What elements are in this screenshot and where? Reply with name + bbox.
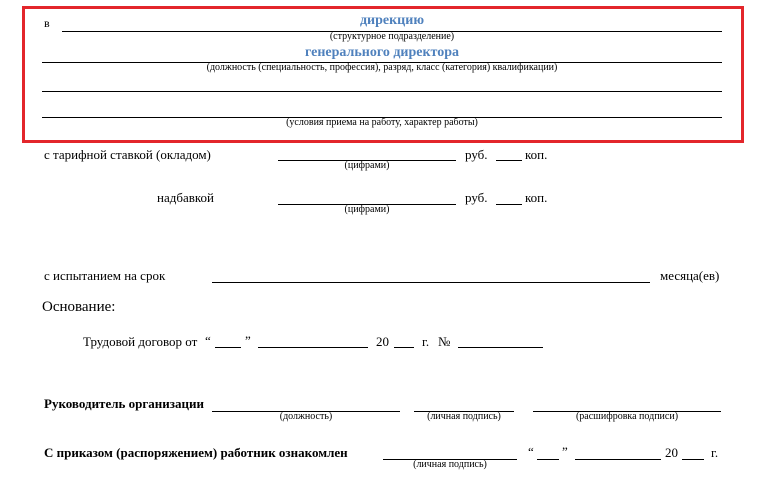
contract-month-field[interactable] xyxy=(258,347,368,348)
ack-year-field[interactable] xyxy=(682,459,704,460)
manager-decoding-caption: (расшифровка подписи) xyxy=(575,411,679,422)
acknowledgement-signature-caption: (личная подпись) xyxy=(413,459,487,470)
ack-day-field[interactable] xyxy=(537,459,559,460)
ack-quote-close: ” xyxy=(562,444,568,459)
contract-year-suffix: г. xyxy=(422,334,430,349)
ack-year-suffix: г. xyxy=(711,445,719,460)
contract-quote-open: “ xyxy=(205,333,211,348)
bonus-rub-label: руб. xyxy=(465,190,488,205)
position-value[interactable]: генерального директора xyxy=(304,45,460,60)
basis-label: Основание: xyxy=(42,299,116,315)
salary-kop-field[interactable] xyxy=(496,160,522,161)
probation-suffix: месяца(ев) xyxy=(660,268,720,283)
bonus-label: надбавкой xyxy=(157,190,214,205)
department-caption: (структурное подразделение) xyxy=(329,31,455,42)
contract-quote-close: ” xyxy=(245,333,251,348)
probation-label: с испытанием на срок xyxy=(44,268,166,283)
contract-number-field[interactable] xyxy=(458,347,543,348)
ack-quote-open: “ xyxy=(528,444,534,459)
manager-label: Руководитель организации xyxy=(44,396,204,411)
conditions-caption: (условия приема на работу, характер работы) xyxy=(286,117,478,128)
contract-number-sign: № xyxy=(438,334,451,349)
acknowledgement-label: С приказом (распоряжением) работник ознакомлен xyxy=(44,445,348,460)
probation-field[interactable] xyxy=(212,282,650,283)
bonus-digits-caption: (цифрами) xyxy=(344,204,390,215)
contract-year-prefix: 20 xyxy=(376,334,389,349)
bonus-kop-field[interactable] xyxy=(496,204,522,205)
manager-signature-caption: (личная подпись) xyxy=(427,411,501,422)
salary-kop-label: коп. xyxy=(525,147,548,162)
position-caption: (должность (специальность, профессия), разряд, класс (категория) квалификации) xyxy=(206,62,558,73)
salary-label: с тарифной ставкой (окладом) xyxy=(44,147,211,162)
salary-rub-label: руб. xyxy=(465,147,488,162)
salary-digits-caption: (цифрами) xyxy=(344,160,390,171)
prefix-v: в xyxy=(44,16,50,30)
contract-year-field[interactable] xyxy=(394,347,414,348)
contract-label: Трудовой договор от xyxy=(83,334,198,349)
manager-position-caption: (должность) xyxy=(279,411,333,422)
department-value[interactable]: дирекцию xyxy=(359,13,425,28)
contract-day-field[interactable] xyxy=(215,347,241,348)
ack-year-prefix: 20 xyxy=(665,445,678,460)
bonus-kop-label: коп. xyxy=(525,190,548,205)
ack-month-field[interactable] xyxy=(575,459,661,460)
conditions-line-1[interactable] xyxy=(42,91,722,92)
